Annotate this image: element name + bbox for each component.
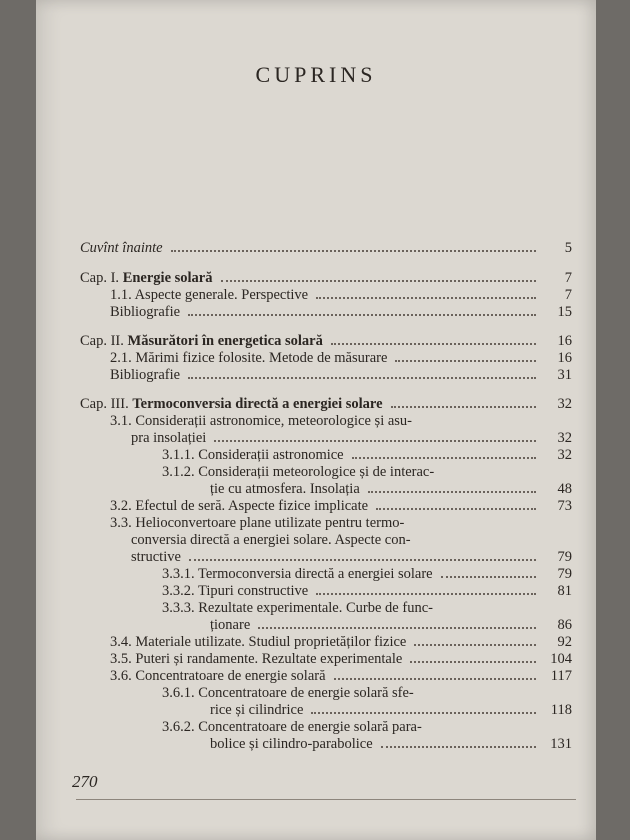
toc-entry <box>131 430 572 446</box>
toc-entry <box>162 583 572 599</box>
book-page <box>36 0 596 840</box>
toc-entry-text: structive <box>131 549 181 565</box>
dot-leader <box>188 374 536 379</box>
toc-entry <box>162 600 572 616</box>
toc-entry <box>110 413 572 429</box>
toc-entry <box>110 287 572 303</box>
toc-entry-page: 81 <box>557 583 572 599</box>
dot-leader <box>352 454 536 459</box>
toc-entry <box>131 532 572 548</box>
dot-leader <box>430 728 536 731</box>
dot-leader <box>442 473 536 476</box>
toc-entry-text: 3.6. Concentratoare de energie solară <box>110 668 326 684</box>
toc-entry-page: 92 <box>557 634 572 650</box>
chapter-title: Măsurători în energetica solară <box>127 333 323 349</box>
toc-entry <box>80 333 572 349</box>
dot-leader <box>441 573 536 578</box>
toc-entry-text: 3.1.2. Considerații meteorologice și de interac- <box>162 464 435 480</box>
dot-leader <box>412 524 536 527</box>
toc-entry-text: ție cu atmosfera. Insolația <box>210 481 360 497</box>
dot-leader <box>414 641 536 646</box>
dot-leader <box>334 675 536 680</box>
toc-entry <box>210 702 572 718</box>
toc-entry <box>80 270 572 286</box>
toc-entry <box>110 634 572 650</box>
dot-leader <box>331 340 536 345</box>
toc-entry <box>162 719 572 735</box>
dot-leader <box>189 556 536 561</box>
toc-entry <box>110 304 572 320</box>
page-number: 270 <box>72 772 98 791</box>
dot-leader <box>381 743 536 748</box>
toc-entry-text: 3.4. Materiale utilizate. Studiul proprietăților fizice <box>110 634 407 650</box>
toc-entry-text: 3.2. Efectul de seră. Aspecte fizice implicate <box>110 498 369 514</box>
toc-entry <box>110 498 572 514</box>
toc-entry-page: 104 <box>550 651 572 667</box>
toc-entry-page: 79 <box>557 566 572 582</box>
dot-leader <box>188 311 536 316</box>
toc-entry-text: 3.5. Puteri și randamente. Rezultate experimentale <box>110 651 403 667</box>
dot-leader <box>368 488 536 493</box>
toc-entry-text: rice și cilindrice <box>210 702 304 718</box>
toc-entry-page: 32 <box>557 430 572 446</box>
dot-leader <box>221 277 537 282</box>
toc-entry-text: Bibliografie <box>110 367 181 383</box>
toc-entry <box>162 447 572 463</box>
dot-leader <box>410 658 536 663</box>
page-title: CUPRINS <box>255 62 377 87</box>
toc-entry <box>110 367 572 383</box>
toc-entry-text <box>80 396 383 412</box>
toc-entry <box>162 685 572 701</box>
dot-leader <box>316 294 536 299</box>
toc-entry <box>210 617 572 633</box>
dot-leader <box>214 437 536 442</box>
dot-leader <box>420 422 536 425</box>
toc-entry <box>162 566 572 582</box>
toc-entry-text: 3.3.1. Termoconversia directă a energiei solare <box>162 566 433 582</box>
toc-entry-text: Bibliografie <box>110 304 181 320</box>
dot-leader <box>422 694 536 697</box>
dot-leader <box>395 357 536 362</box>
toc-entry <box>210 481 572 497</box>
chapter-prefix: Cap. III. <box>80 396 133 412</box>
chapter-prefix: Cap. II. <box>80 333 128 349</box>
dot-leader <box>419 541 536 544</box>
dot-leader <box>311 709 536 714</box>
toc-entry-page: 32 <box>557 447 572 463</box>
toc-entry-page: 5 <box>564 240 572 256</box>
toc-entry <box>80 240 572 256</box>
toc-entry-page: 86 <box>557 617 572 633</box>
toc-entry-page: 15 <box>557 304 572 320</box>
toc-entry <box>162 464 572 480</box>
toc-entry-page: 48 <box>557 481 572 497</box>
dot-leader <box>391 403 536 408</box>
chapter-prefix: Cap. I. <box>80 270 123 286</box>
toc-entry-text: 3.3.2. Tipuri constructive <box>162 583 309 599</box>
toc-entry-text: conversia directă a energiei solare. Aspecte con- <box>131 532 411 548</box>
toc-entry-page: 131 <box>550 736 572 752</box>
toc-entry <box>80 396 572 412</box>
toc-entry <box>131 549 572 565</box>
toc-entry-text: 2.1. Mărimi fizice folosite. Metode de măsurare <box>110 350 388 366</box>
toc-entry-text: 3.3. Helioconvertoare plane utilizate pentru termo- <box>110 515 405 531</box>
toc-entry-text: Cuvînt înainte <box>80 240 163 256</box>
toc-entry-text: 3.6.1. Concentratoare de energie solară sfe- <box>162 685 414 701</box>
toc-entry-text: pra insolației <box>131 430 207 446</box>
toc-entry-page: 32 <box>557 396 572 412</box>
toc-entry-text: bolice și cilindro-parabolice <box>210 736 373 752</box>
toc-entry <box>110 651 572 667</box>
toc-entry-page: 7 <box>564 270 572 286</box>
chapter-title: Energie solară <box>122 270 213 286</box>
toc-entry <box>110 350 572 366</box>
toc-entry-text <box>80 333 323 349</box>
toc-entry-page: 117 <box>550 668 572 684</box>
toc-entry-page: 16 <box>557 350 572 366</box>
dot-leader <box>441 609 536 612</box>
toc-entry-text: 3.1. Considerații astronomice, meteorologice și asu- <box>110 413 413 429</box>
toc-entry-text <box>80 270 213 286</box>
toc-entry-page: 79 <box>557 549 572 565</box>
toc-entry-text: 3.1.1. Considerații astronomice <box>162 447 344 463</box>
table-of-contents <box>36 0 596 840</box>
dot-leader <box>316 590 536 595</box>
toc-entry-text: ționare <box>210 617 251 633</box>
toc-entry-page: 31 <box>557 367 572 383</box>
dot-leader <box>376 505 536 510</box>
toc-entry-text: 3.6.2. Concentratoare de energie solară para- <box>162 719 422 735</box>
toc-entry <box>210 736 572 752</box>
toc-entry-page: 118 <box>550 702 572 718</box>
toc-entry-page: 73 <box>557 498 572 514</box>
toc-entry <box>110 668 572 684</box>
toc-entry-text: 1.1. Aspecte generale. Perspective <box>110 287 309 303</box>
chapter-title: Termoconversia directă a energiei solare <box>132 396 383 412</box>
dot-leader <box>258 624 536 629</box>
toc-entry-page: 7 <box>564 287 572 303</box>
toc-entry-page: 16 <box>557 333 572 349</box>
toc-entry <box>110 515 572 531</box>
toc-entry-text: 3.3.3. Rezultate experimentale. Curbe de func- <box>162 600 433 616</box>
dot-leader <box>171 247 536 252</box>
divider <box>76 799 576 800</box>
